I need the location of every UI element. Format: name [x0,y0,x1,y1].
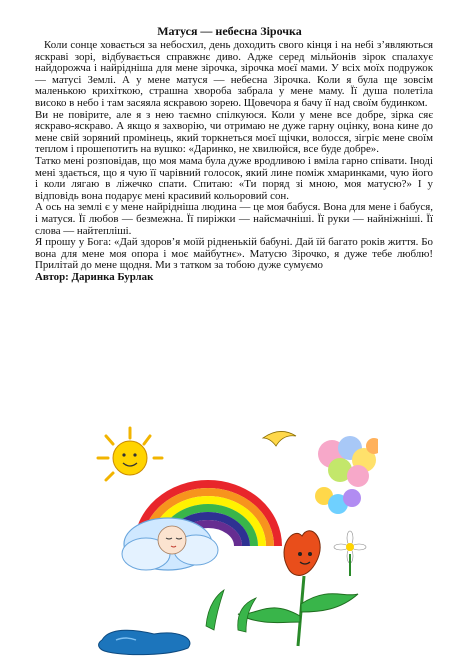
grass-leaves [206,590,256,632]
moon-icon [263,431,296,446]
paragraph-1: Коли сонце ховається за небосхил, день доходить свого кінця і на небі з’являються яскраві зорі, відбувається справжнє диво. Адже серед мільйонів зірок спалахує найдорожча і найрідніша для мене зірочка, зірочка моєї мами. У всіх моїх подружок — матусі Землі. А у мене матуся — небесна Зірочка. Коли я була ще зовсім маленькою крихіткою, страшна хвороба забрала у мене маму. Її душа полетіла високо в небо і там засяяла яскравою зорею. Щовечора я бачу її над своїм будинком. [35,39,433,109]
water-puddle [99,630,190,654]
sun-icon [98,428,162,480]
author-label: Автор: [35,270,69,283]
author-name: Даринка Бурлак [71,270,154,283]
author-line [35,272,433,284]
paragraph-5: Я прошу у Бога: «Дай здоров’я моїй рідненькій бабуні. Дай їй багато років життя. Бо вона для мене моя опора і моє майбутнє». Матусю Зірочко, я дуже тебе люблю! Прилітай до мене щодня. Ми з татком за тобою дуже сумуємо [35,236,433,272]
daisy-icon [334,531,366,576]
paragraph-2: Ви не повірите, але я з нею таємно спілкуюся. Коли у мене все добре, зірка сяє яскраво-яскраво. А якщо я захворію, чи отримаю не дуже гарну оцінку, вона кине до мене свій зоряний промінець, який торкнеться моєї щічки, волосся, зігріє мене своїм теплом і прошепотить на вушко: «Даринко, не хвилюйся, все буде добре». [35,108,433,156]
paragraph-4: А ось на землі є у мене найрідніша людина — це моя бабуся. Вона для мене і бабуся, і матуся. Її любов — безмежна. Її пиріжки — найсмачніші. Її руки — найніжніші. Її слова — найтепліші. [35,201,433,237]
child-drawing-illustration [88,426,378,658]
colorful-clouds [315,436,378,514]
story-body [35,40,433,283]
paragraph-3: Татко мені розповідав, що моя мама була дуже вродливою і вміла гарно співати. Іноді мені здається, що я чую її чарівний голосок, який лине поміж хмаринками, чую його і коли лягаю в ліжечко спати. Спитаю: «Ти поряд зі мною, моя матусю?» І у відповідь вона подарує мені красивий кольоровий сон. [35,154,433,202]
story-title: Матуся — небесна Зірочка [157,24,302,38]
